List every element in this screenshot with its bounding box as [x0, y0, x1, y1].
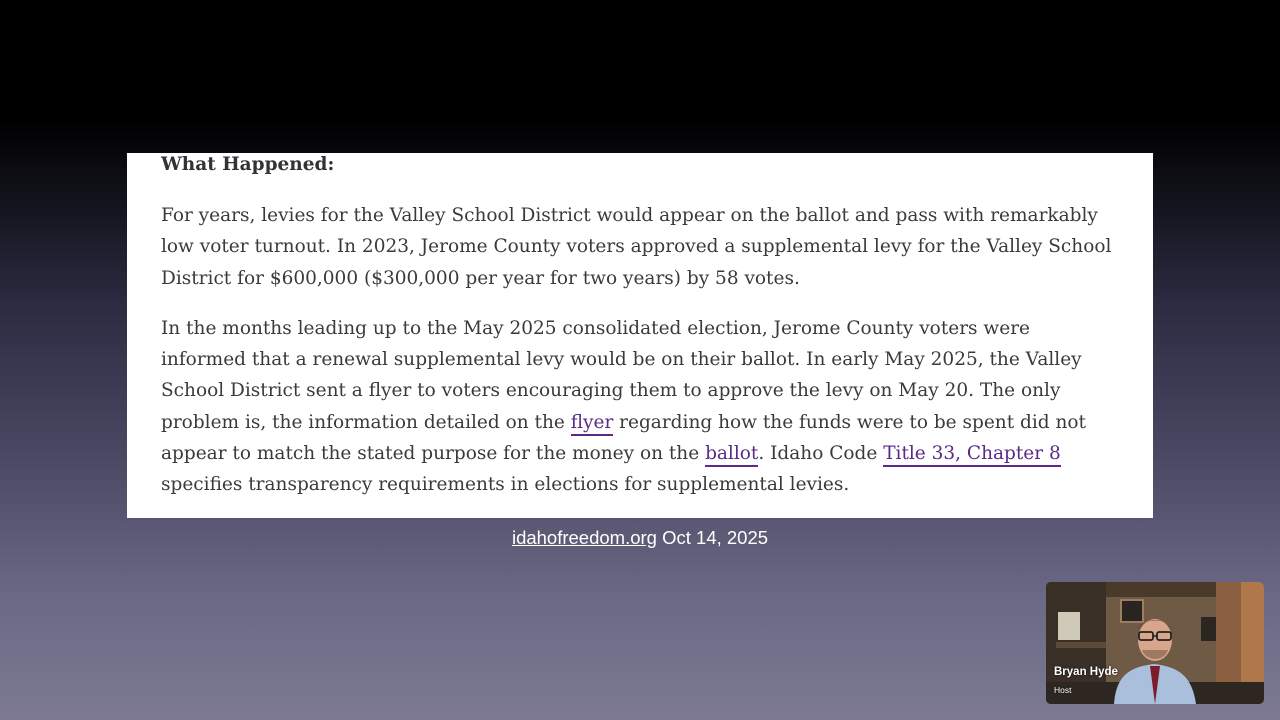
- host-video-feed: [1046, 582, 1264, 704]
- paragraph-2-text-a: In the months leading up to the May 2025 consolidated election, Jerome County voters were informed that a renewal supplemental levy would be on their ballot. In early May 2025, the Valley School District sent a flyer to voters encouraging them to approve the levy on May 20. The only problem is, the information detailed on the: [161, 317, 1082, 433]
- paragraph-2-text-c: . Idaho Code: [758, 443, 884, 465]
- paragraph-2: [161, 313, 1119, 501]
- paragraph-2-text-d: specifies transparency requirements in elections for supplemental levies.: [161, 474, 850, 496]
- section-heading: What Happened:: [161, 154, 335, 175]
- paragraph-2-text-b: regarding how the funds were to be spent did not appear to match the stated purpose for the money on the: [161, 411, 1086, 465]
- paragraph-1: For years, levies for the Valley School District would appear on the ballot and pass with remarkably low voter turnout. In 2023, Jerome County voters approved a supplemental levy for the Valley School District for $600,000 ($300,000 per year for two years) by 58 votes.: [161, 205, 1112, 289]
- source-link[interactable]: idahofreedom.org: [511, 527, 657, 548]
- source-caption: [0, 527, 1280, 549]
- source-date: Oct 14, 2025: [662, 527, 769, 548]
- host-name-label: Bryan Hyde: [1054, 666, 1118, 678]
- ballot-link[interactable]: ballot: [705, 443, 758, 467]
- article-screenshot: [127, 153, 1153, 518]
- host-video-tile[interactable]: [1046, 582, 1264, 704]
- flyer-link[interactable]: flyer: [571, 412, 614, 436]
- idaho-code-link[interactable]: Title 33, Chapter 8: [883, 443, 1061, 467]
- host-role-label: Host: [1054, 685, 1072, 695]
